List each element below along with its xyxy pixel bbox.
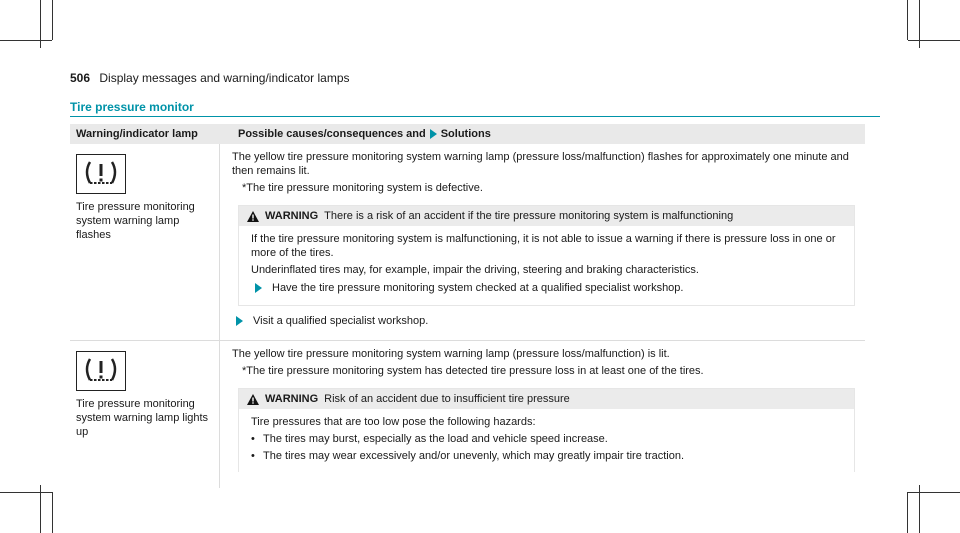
page-header-title: Display messages and warning/indicator lamps	[99, 71, 350, 85]
warning-body	[239, 409, 854, 472]
intro-text: The yellow tire pressure monitoring system warning lamp (pressure loss/malfunction) is lit.	[232, 348, 670, 360]
warning-triangle-icon	[247, 394, 259, 405]
table-row	[70, 341, 865, 488]
list-item	[251, 432, 846, 446]
arrow-right-icon	[236, 316, 243, 326]
tire-pressure-warning-icon	[76, 351, 126, 391]
warning-header	[239, 389, 854, 409]
causes-cell	[220, 341, 865, 488]
column-header-causes-label: Possible causes/consequences and	[238, 128, 426, 140]
crop-mark	[52, 492, 53, 533]
crop-mark	[908, 40, 960, 41]
column-header-causes	[226, 127, 491, 141]
crop-mark	[907, 0, 908, 40]
arrow-right-icon	[430, 129, 437, 139]
crop-mark	[0, 40, 52, 41]
warning-text: If the tire pressure monitoring system is malfunctioning, it is not able to issue a warning if there is pressure loss in one or more of the tires.	[251, 233, 836, 259]
warning-text: Tire pressures that are too low pose the following hazards:	[251, 416, 536, 428]
causes-cell	[220, 144, 865, 340]
lamp-table	[70, 124, 865, 488]
list-item-text: The tires may wear excessively and/or unevenly, which may greatly impair tire traction.	[263, 450, 685, 462]
list-item-text: The tires may burst, especially as the load and vehicle speed increase.	[263, 433, 608, 445]
section-title: Tire pressure monitor	[70, 100, 194, 114]
warning-triangle-icon	[247, 211, 259, 222]
lamp-description: Tire pressure monitoring system warning lamp lights up	[76, 398, 209, 438]
section-divider	[70, 116, 880, 117]
page-header	[70, 71, 350, 85]
table-row	[70, 144, 865, 341]
page-number: 506	[70, 71, 91, 85]
lamp-description: Tire pressure monitoring system warning lamp flashes	[76, 201, 195, 241]
warning-label: WARNING	[265, 393, 319, 405]
bullet-icon: •	[251, 450, 255, 462]
lamp-cell	[70, 341, 220, 488]
crop-mark	[907, 492, 908, 533]
warning-header	[239, 206, 854, 226]
list-item	[251, 449, 846, 463]
warning-title: There is a risk of an accident if the tire pressure monitoring system is malfunctioning	[324, 210, 734, 222]
tire-pressure-warning-icon	[76, 154, 126, 194]
crop-mark	[0, 492, 52, 493]
solution-step-text: Visit a qualified specialist workshop.	[253, 315, 429, 327]
crop-mark	[52, 0, 53, 40]
crop-mark	[908, 492, 960, 493]
warning-text: Underinflated tires may, for example, impair the driving, steering and braking characteristics.	[251, 264, 699, 276]
table-header	[70, 124, 865, 144]
cause-text: *The tire pressure monitoring system is defective.	[242, 182, 483, 194]
intro-text: The yellow tire pressure monitoring system warning lamp (pressure loss/malfunction) flashes for approximately one minute and then remains lit.	[232, 151, 849, 177]
warning-title: Risk of an accident due to insufficient tire pressure	[324, 393, 570, 405]
warning-box	[238, 388, 855, 472]
warning-step-text: Have the tire pressure monitoring system checked at a qualified specialist workshop.	[272, 282, 684, 294]
arrow-right-icon	[255, 283, 262, 293]
solution-step	[232, 314, 855, 328]
bullet-icon: •	[251, 433, 255, 445]
warning-step	[251, 281, 846, 295]
warning-box	[238, 205, 855, 306]
column-header-lamp: Warning/indicator lamp	[76, 128, 198, 140]
warning-body	[239, 226, 854, 305]
warning-label: WARNING	[265, 210, 319, 222]
column-header-solutions-label: Solutions	[440, 128, 491, 140]
cause-text: *The tire pressure monitoring system has detected tire pressure loss in at least one of the tires.	[242, 365, 704, 377]
lamp-cell	[70, 144, 220, 340]
